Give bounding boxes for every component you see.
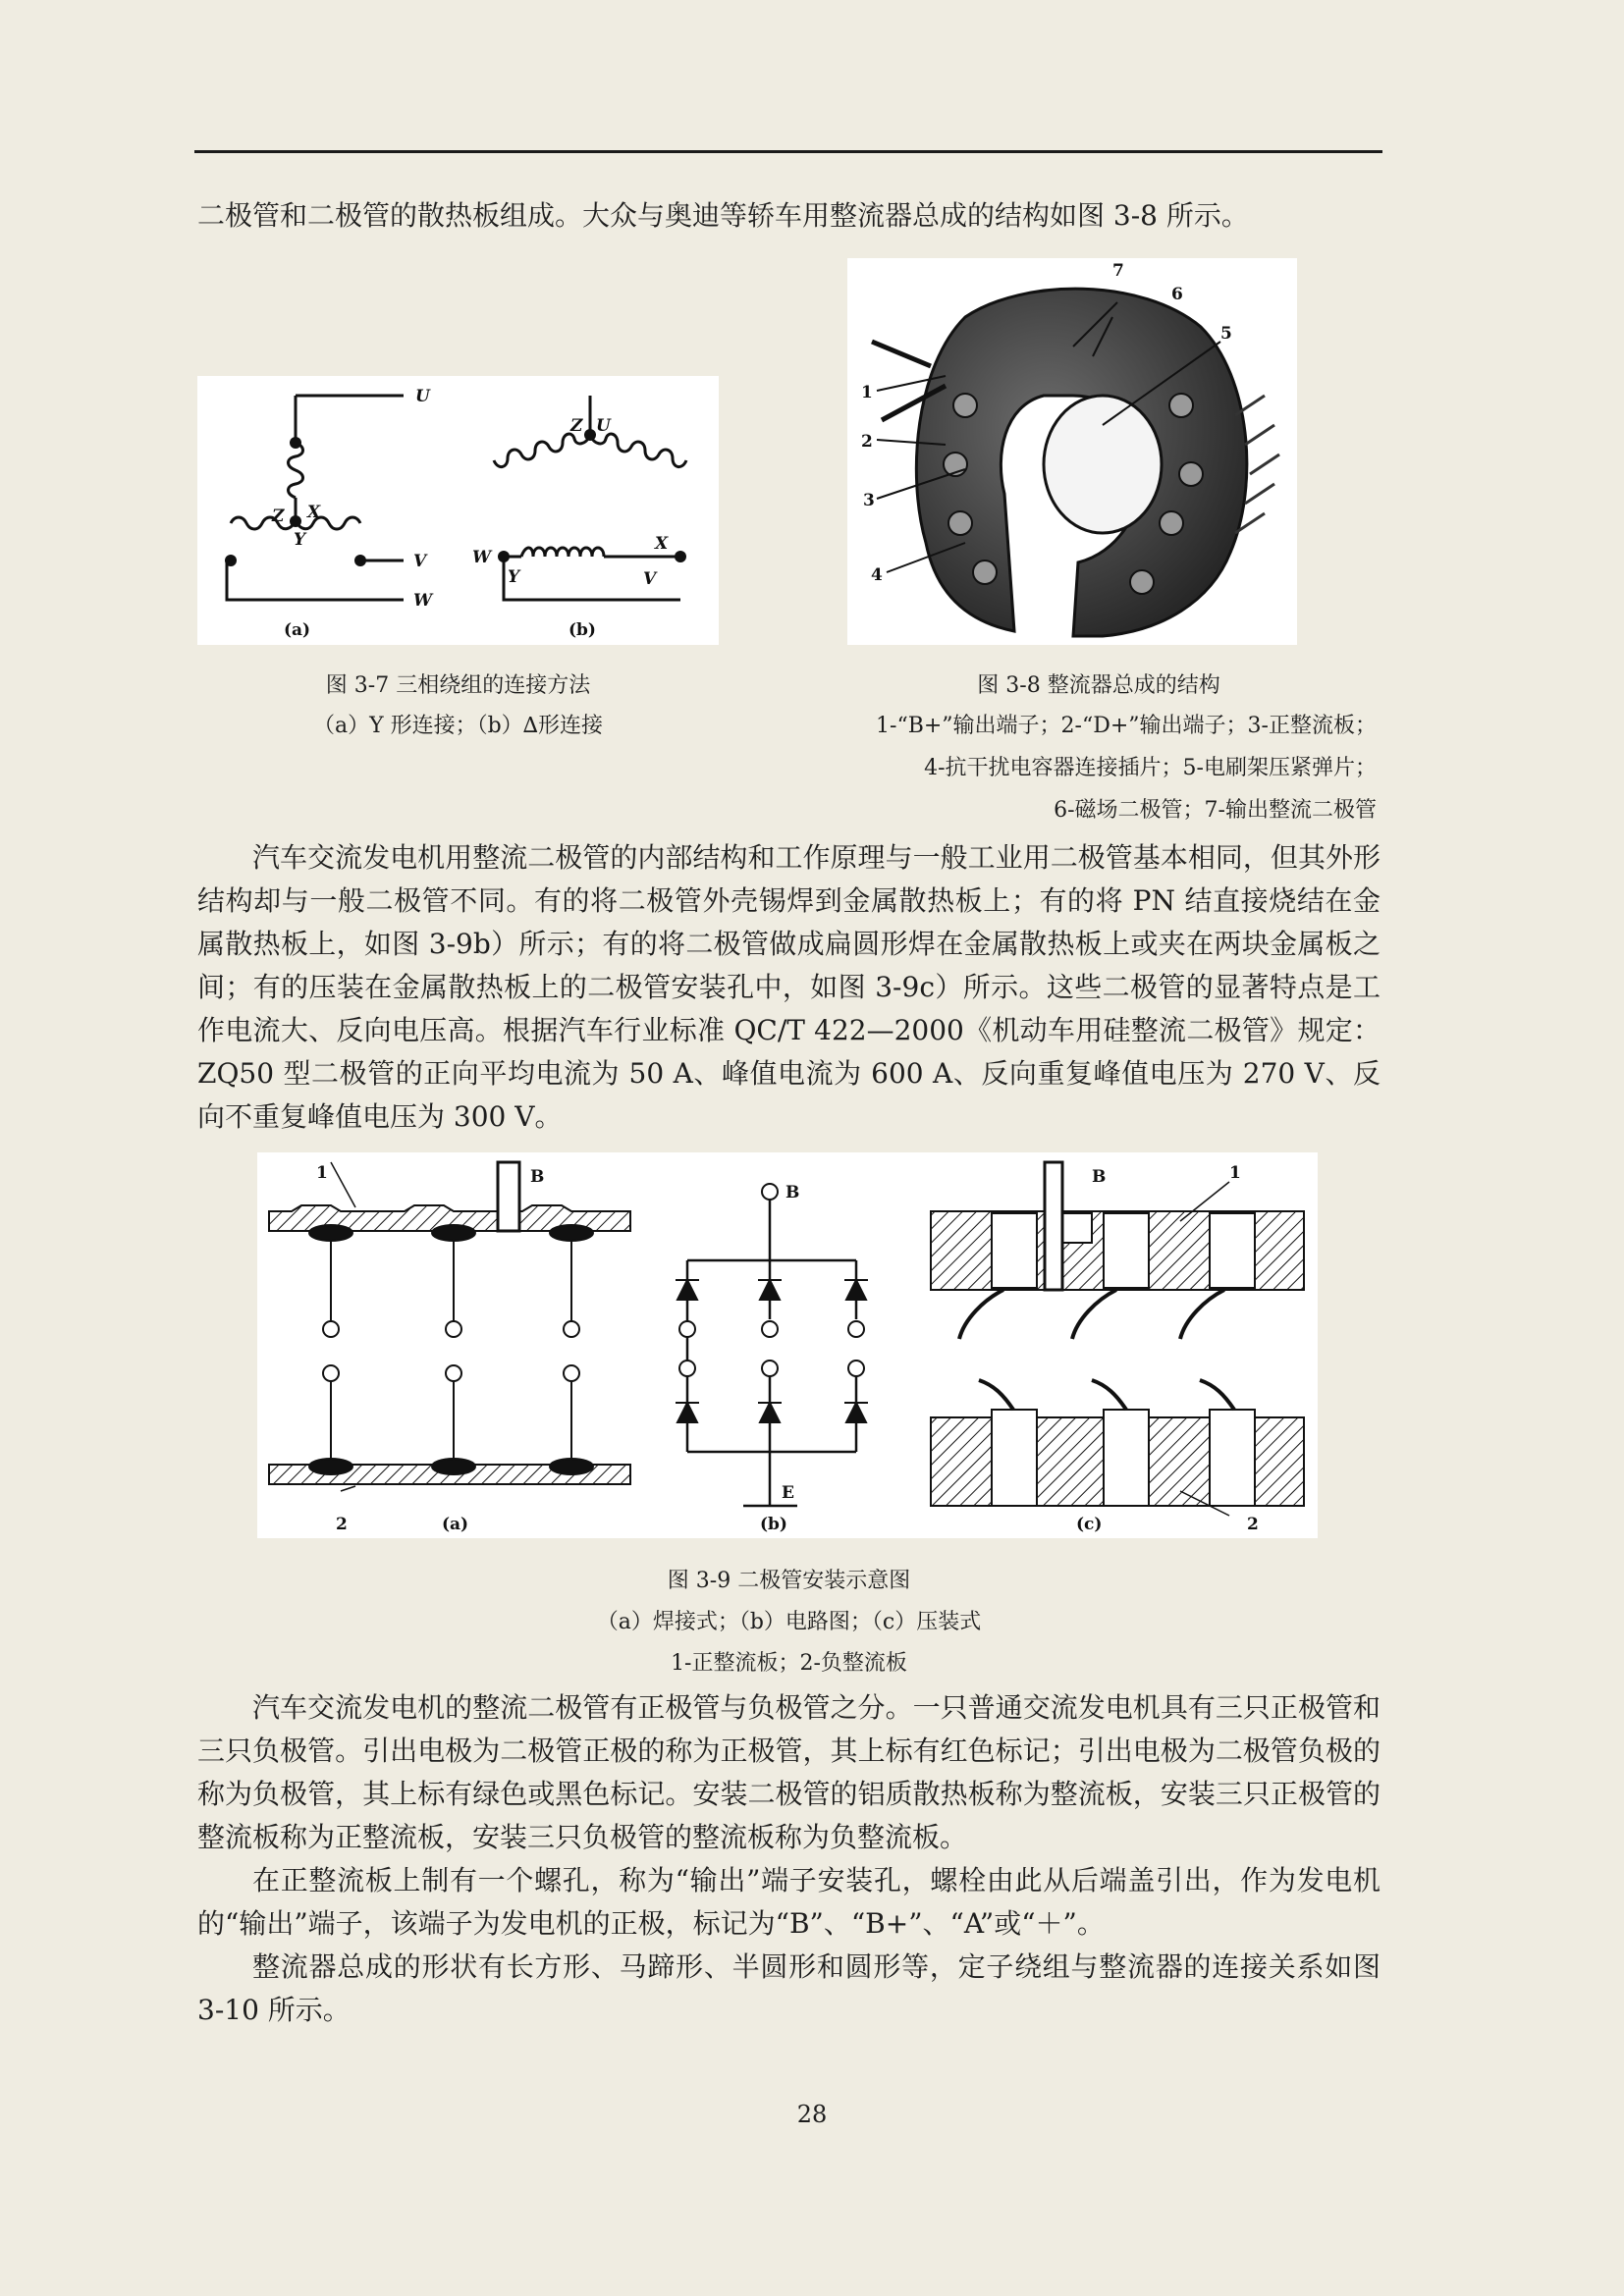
fig-3-8-legend-2: 4-抗干扰电容器连接插片；5-电刷架压紧弹片； [924,756,1377,780]
diode-mounting-diagram [257,1152,1318,1538]
fig-3-8-legend-3: 6-磁场二极管；7-输出整流二极管 [1054,798,1377,823]
body-paragraph-3: 在正整流板上制有一个螺孔，称为“输出”端子安装孔，螺栓由此从后端盖引出，作为发电机的“输出”端子，该端子为发电机的正极，标记为“B”、“B+”、“A”或“＋”。 [197,1864,1380,1940]
rectifier-assembly-photo [847,258,1297,645]
fig39-caption-b: (b) [760,1515,787,1534]
fig39-caption-a: (a) [442,1515,469,1534]
callout-5: 5 [1220,324,1232,344]
winding-diagram [197,376,719,645]
callout-2: 2 [861,432,873,452]
callout-7: 7 [1112,261,1124,281]
page-number: 28 [796,2101,828,2128]
fig39-label-b-c: B [1092,1167,1107,1187]
label-z-a: Z [272,507,285,526]
label-w-a: W [413,591,433,611]
label-u-a: U [415,387,430,406]
figure-3-8 [847,258,1297,645]
body-paragraph-1: 汽车交流发电机用整流二极管的内部结构和工作原理与一般工业用二极管基本相同，但其外形结构却与一般二极管不同。有的将二极管外壳锡焊到金属散热板上；有的将 PN 结直接烧结在金属散热板上，如图 3-9b）所示；有的将二极管做成扁圆形焊在金属散热板上或夹在两块金属板之间；有的压装在金属散热板上的二极管安装孔中，如图 3-9c）所示。这些二极管的显著特点是工作电流大、反向电压高。根据汽车行业标准 QC/T 422—2000《机动车用硅整流二极管》规定：ZQ50 型二极管的正向平均电流为 50 A、峰值电流为 600 A、反向重复峰值电压为 270 V、反向不重复峰值电压为 300 V。 [197,841,1380,1133]
fig39-label-b-b: B [785,1183,800,1202]
fig39-caption-c: (c) [1076,1515,1103,1534]
fig-3-8-title: 图 3-8 整流器总成的结构 [977,673,1220,698]
body-paragraph-4: 整流器总成的形状有长方形、马蹄形、半圆形和圆形等，定子绕组与整流器的连接关系如图 3-10 所示。 [197,1950,1380,2026]
label-v-b: V [643,569,657,589]
label-a: (a) [284,620,311,640]
fig-3-9-legend: 1-正整流板；2-负整流板 [671,1651,907,1676]
fig39-label-2-c: 2 [1247,1515,1259,1534]
label-x-b: X [655,534,669,554]
fig-3-8-legend-1: 1-“B+”输出端子；2-“D+”输出端子；3-正整流板； [876,714,1377,738]
callout-4: 4 [871,565,883,585]
fig39-label-2-a: 2 [336,1515,348,1534]
intro-text: 二极管和二极管的散热板组成。大众与奥迪等轿车用整流器总成的结构如图 3-8 所示。 [197,199,1249,232]
fig39-label-1-a: 1 [316,1163,328,1183]
callout-6: 6 [1171,285,1183,304]
fig-3-7-title: 图 3-7 三相绕组的连接方法 [325,673,591,698]
label-w-b: W [472,548,492,567]
fig-3-9-title: 图 3-9 二极管安装示意图 [667,1569,911,1593]
fig39-label-b-a: B [530,1167,545,1187]
label-b: (b) [568,620,596,640]
label-u-b: U [596,416,611,436]
figure-3-9 [257,1152,1318,1538]
label-x-a: X [307,503,321,522]
fig39-label-1-c: 1 [1229,1163,1241,1183]
body-paragraph-2: 汽车交流发电机的整流二极管有正极管与负极管之分。一只普通交流发电机具有三只正极管和三只负极管。引出电极为二极管正极的称为正极管，其上标有红色标记；引出电极为二极管负极的称为负极管，其上标有绿色或黑色标记。安装二极管的铝质散热板称为整流板，安装三只正极管的整流板称为正整流板，安装三只负极管的整流板称为负整流板。 [197,1691,1380,1853]
fig39-label-e-b: E [782,1483,794,1503]
label-v-a: V [413,552,427,571]
label-y-b: Y [508,567,520,587]
figure-3-7 [197,376,719,645]
callout-3: 3 [863,491,875,510]
callout-1: 1 [861,383,873,402]
label-y-a: Y [294,530,306,550]
fig-3-7-subcaption: （a）Y 形连接；（b）∆形连接 [312,714,604,738]
fig-3-9-subcaption: （a）焊接式；（b）电路图；（c）压装式 [596,1610,982,1634]
label-z-b: Z [570,416,583,436]
header-rule [194,150,1382,153]
